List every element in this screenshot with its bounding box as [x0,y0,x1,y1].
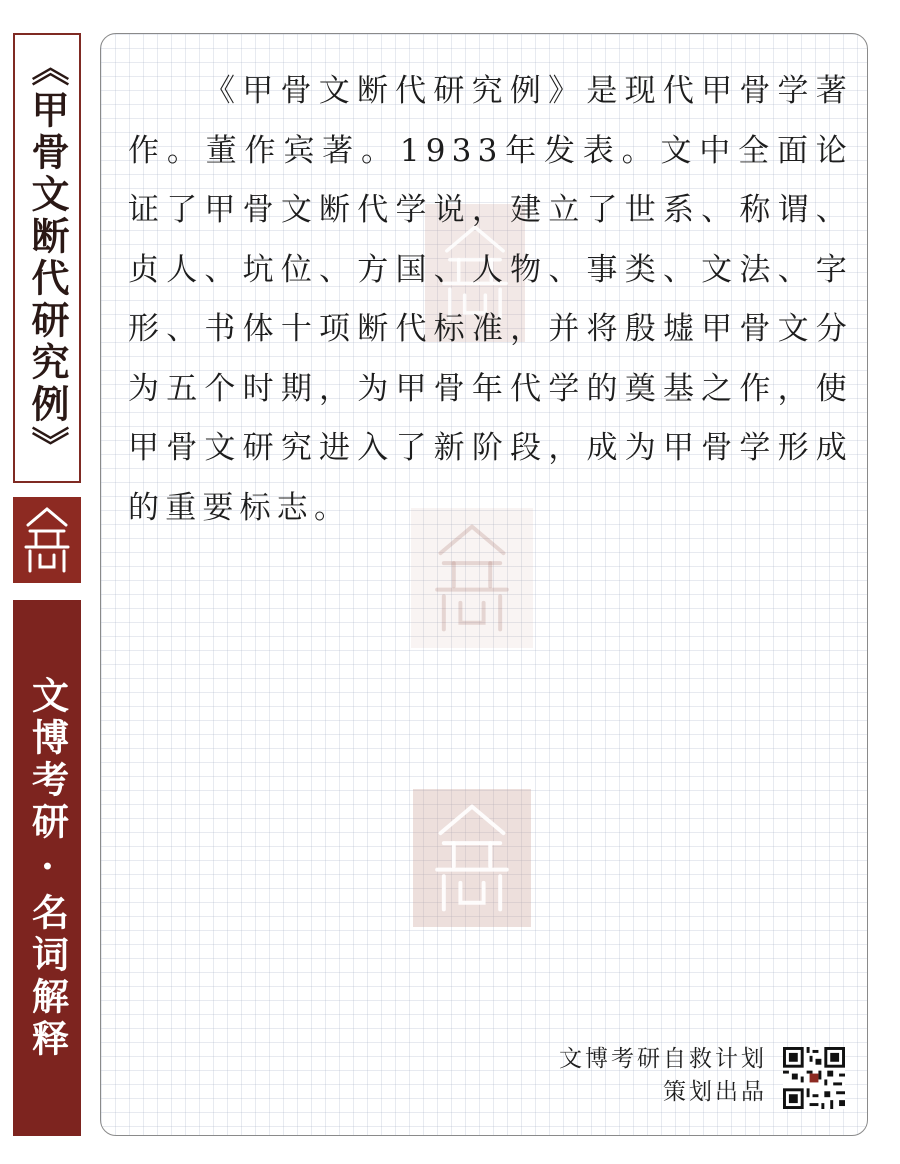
grid-paper [100,33,868,1136]
footer-credit [559,1043,767,1109]
seal-watermark [413,789,531,927]
footer-line-2: 策划出品 [663,1079,767,1105]
vertical-title: 《甲骨文断代研究例》 [25,48,70,468]
seal-glyph-icon [22,505,72,575]
seal-logo [13,497,81,583]
series-label: 文博考研·名词解释 [25,675,70,1061]
footer-line-1: 文博考研自救计划 [559,1046,767,1072]
vertical-title-box [13,33,81,483]
qr-code-icon [783,1047,845,1109]
entry-text: 《甲骨文断代研究例》是现代甲骨学著作。董作宾著。1933年发表。文中全面论证了甲骨文断代学说，建立了世系、称谓、贞人、坑位、方国、人物、事类、文法、字形、书体十项断代标准，并将殷墟甲骨文分为五个时期，为甲骨年代学的奠基之作，使甲骨文研究进入了新阶段，成为甲骨学形成的重要标志。 [128,73,853,526]
series-band [13,600,81,1136]
